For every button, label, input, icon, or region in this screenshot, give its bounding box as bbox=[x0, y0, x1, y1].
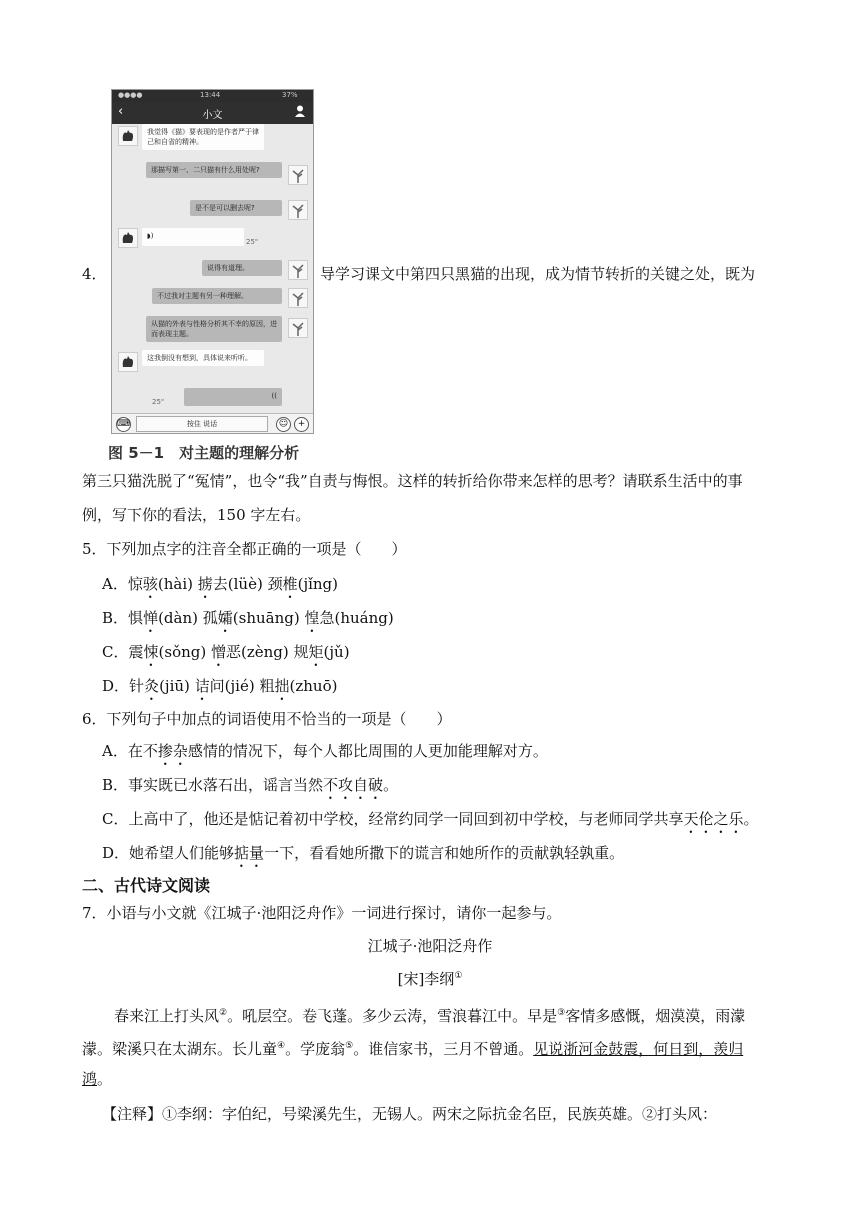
person-icon bbox=[295, 105, 305, 117]
q5-option-c bbox=[102, 642, 350, 670]
option-text: 震 bbox=[128, 643, 144, 661]
option-text: 惧 bbox=[128, 609, 144, 627]
option-text: 事实既已水落石出，谣言当然 bbox=[128, 776, 324, 794]
keyboard-icon[interactable]: ⌨ bbox=[116, 417, 131, 432]
input-bar bbox=[112, 413, 313, 434]
option-label: C． bbox=[102, 643, 129, 661]
option-text: 问(jié) 粗 bbox=[209, 677, 275, 695]
option-text: (shuāng) bbox=[232, 609, 305, 627]
tree-avatar-icon bbox=[288, 318, 308, 338]
tree-avatar-icon bbox=[288, 200, 308, 220]
q5-option-b bbox=[102, 608, 394, 636]
message-bubble: 是不是可以删去呢? bbox=[190, 200, 282, 216]
battery-level: 37% bbox=[282, 91, 298, 99]
voice-message[interactable] bbox=[142, 228, 244, 246]
dotted-word: 骇 bbox=[142, 575, 158, 593]
option-text: (jiū) bbox=[159, 677, 195, 695]
q4-text: 导学习课文中第四只黑猫的出现，成为情节转折的关键之处，既为 bbox=[320, 265, 756, 283]
poem-line-3: 鸿。 bbox=[82, 1070, 113, 1088]
dotted-word: 椎 bbox=[282, 575, 298, 593]
q6-option-d bbox=[102, 843, 624, 871]
dotted-word: 憎 bbox=[210, 643, 226, 661]
emoji-icon[interactable]: ☺ bbox=[276, 417, 291, 432]
q6-option-b bbox=[102, 775, 398, 803]
poem-notes: 【注释】①李纲：字伯纪，号梁溪先生，无锡人。两宋之际抗金名臣，民族英雄。②打头风： bbox=[102, 1105, 718, 1123]
option-text: 惊 bbox=[127, 575, 143, 593]
message-bubble: 这我倒没有想到，具体说来听听。 bbox=[142, 350, 264, 366]
option-text: 在不 bbox=[127, 742, 158, 760]
option-label: D． bbox=[102, 844, 130, 862]
option-text: (hài) bbox=[157, 575, 198, 593]
q6-option-c bbox=[102, 809, 759, 837]
dotted-word: 惮 bbox=[143, 609, 159, 627]
option-label: C． bbox=[102, 810, 129, 828]
voice-wave-icon: (( bbox=[271, 392, 277, 400]
option-text: 一下，看看她所撒下的谎言和她所作的贡献孰轻孰重。 bbox=[264, 844, 625, 862]
q5-option-a bbox=[102, 574, 338, 602]
tree-avatar-icon bbox=[288, 260, 308, 280]
status-bar: ●●●● 13:44 37% bbox=[112, 90, 313, 102]
option-label: D． bbox=[102, 677, 130, 695]
underlined-sentence: 见说浙河金鼓震，何日到，羡归 bbox=[533, 1040, 744, 1058]
plus-icon[interactable]: + bbox=[294, 417, 309, 432]
q5-option-d bbox=[102, 676, 337, 704]
option-label: B． bbox=[102, 776, 129, 794]
cat-avatar-icon bbox=[118, 352, 138, 372]
voice-message[interactable] bbox=[184, 388, 282, 406]
tree-avatar-icon bbox=[288, 165, 308, 185]
message-bubble: 从猫的外表与性格分析其不幸的原因，进而表现主题。 bbox=[146, 316, 282, 342]
tree-avatar-icon bbox=[288, 288, 308, 308]
message-bubble: 那描写第一、二只猫有什么用处呢? bbox=[146, 162, 282, 178]
option-text: 恶(zèng) 规 bbox=[226, 643, 309, 661]
option-text: 。 bbox=[383, 776, 399, 794]
q4-number: 4． bbox=[82, 265, 107, 283]
dotted-word: 掳 bbox=[197, 575, 213, 593]
option-text: 去(lüè) 颈 bbox=[212, 575, 283, 593]
option-text: (sǒng) bbox=[158, 643, 211, 661]
status-time: 13:44 bbox=[200, 91, 221, 99]
dotted-word: 灸 bbox=[144, 677, 160, 695]
chat-header bbox=[112, 102, 313, 124]
option-label: A． bbox=[102, 575, 128, 593]
dotted-word: 天伦之乐 bbox=[683, 810, 744, 828]
q7-stem: 7．小语与小文就《江城子·池阳泛舟作》一词进行探讨，请你一起参与。 bbox=[82, 904, 562, 922]
poem-line-2: 濛。梁溪只在太湖东。长儿童④。学庞翁⑤。谁信家书，三月不曾通。见说浙河金鼓震，何日到，羡归 bbox=[82, 1040, 744, 1058]
option-label: A． bbox=[102, 742, 128, 760]
dotted-word: 掂量 bbox=[234, 844, 265, 862]
option-text: 针 bbox=[129, 677, 145, 695]
chat-title: 小文 bbox=[202, 110, 223, 121]
poem-line-1: 春来江上打头风②。吼层空。卷飞蓬。多少云涛，雪浪暮江中。早是③客情多感慨，烟漠漠，雨濛 bbox=[114, 1007, 746, 1025]
option-text: (dàn) 孤 bbox=[158, 609, 218, 627]
q5-stem: 5．下列加点字的注音全都正确的一项是（ ） bbox=[82, 540, 407, 558]
cat-avatar-icon bbox=[118, 126, 138, 146]
section-heading: 二、古代诗文阅读 bbox=[82, 876, 211, 895]
option-text: 。 bbox=[743, 810, 759, 828]
cat-avatar-icon bbox=[118, 228, 138, 248]
q4-line3: 例，写下你的看法，150 字左右。 bbox=[82, 506, 311, 524]
dotted-word: 悚 bbox=[143, 643, 159, 661]
q6-option-a bbox=[102, 741, 548, 769]
dotted-word: 不攻自破 bbox=[323, 776, 384, 794]
voice-duration: 25" bbox=[152, 398, 165, 406]
dotted-word: 孀 bbox=[217, 609, 233, 627]
option-text: (jǔ) bbox=[323, 643, 350, 661]
option-label: B． bbox=[102, 609, 129, 627]
q4-line2: 第三只猫洗脱了“冤情”，也令“我”自责与悔恨。这样的转折给你带来怎样的思考？请联系生活中的事 bbox=[82, 472, 743, 490]
dotted-word: 拙 bbox=[274, 677, 290, 695]
option-text: 上高中了，他还是惦记着初中学校，经常约同学一同回到初中学校，与老师同学共享 bbox=[128, 810, 684, 828]
voice-wave-icon: ◗) bbox=[147, 232, 154, 240]
poem-title: 江城子·池阳泛舟作 bbox=[367, 937, 493, 955]
poem-author: [宋]李纲① bbox=[397, 970, 463, 988]
dotted-word: 矩 bbox=[308, 643, 324, 661]
dotted-word: 惶 bbox=[304, 609, 320, 627]
dotted-word: 掺杂 bbox=[157, 742, 188, 760]
back-icon: ‹ bbox=[118, 104, 124, 119]
option-text: (zhuō) bbox=[289, 677, 338, 695]
option-text: 感情的情况下，每个人都比周围的人更加能理解对方。 bbox=[187, 742, 548, 760]
dotted-word: 诘 bbox=[194, 677, 210, 695]
message-bubble: 我觉得《猫》要表现的是作者严于律己和自省的精神。 bbox=[142, 124, 264, 150]
hold-to-talk-button[interactable]: 按住 说话 bbox=[136, 416, 268, 432]
q6-stem: 6．下列句子中加点的词语使用不恰当的一项是（ ） bbox=[82, 710, 452, 728]
option-text: 她希望人们能够 bbox=[129, 844, 235, 862]
option-text: (jǐng) bbox=[297, 575, 339, 593]
message-bubble: 不过我对主题有另一种理解。 bbox=[152, 288, 282, 304]
figure-caption: 图 5－1 对主题的理解分析 bbox=[108, 444, 300, 462]
message-bubble: 说得有道理。 bbox=[202, 260, 282, 276]
chat-screenshot bbox=[111, 89, 314, 434]
voice-duration: 25" bbox=[246, 238, 259, 246]
option-text: 急(huáng) bbox=[319, 609, 394, 627]
